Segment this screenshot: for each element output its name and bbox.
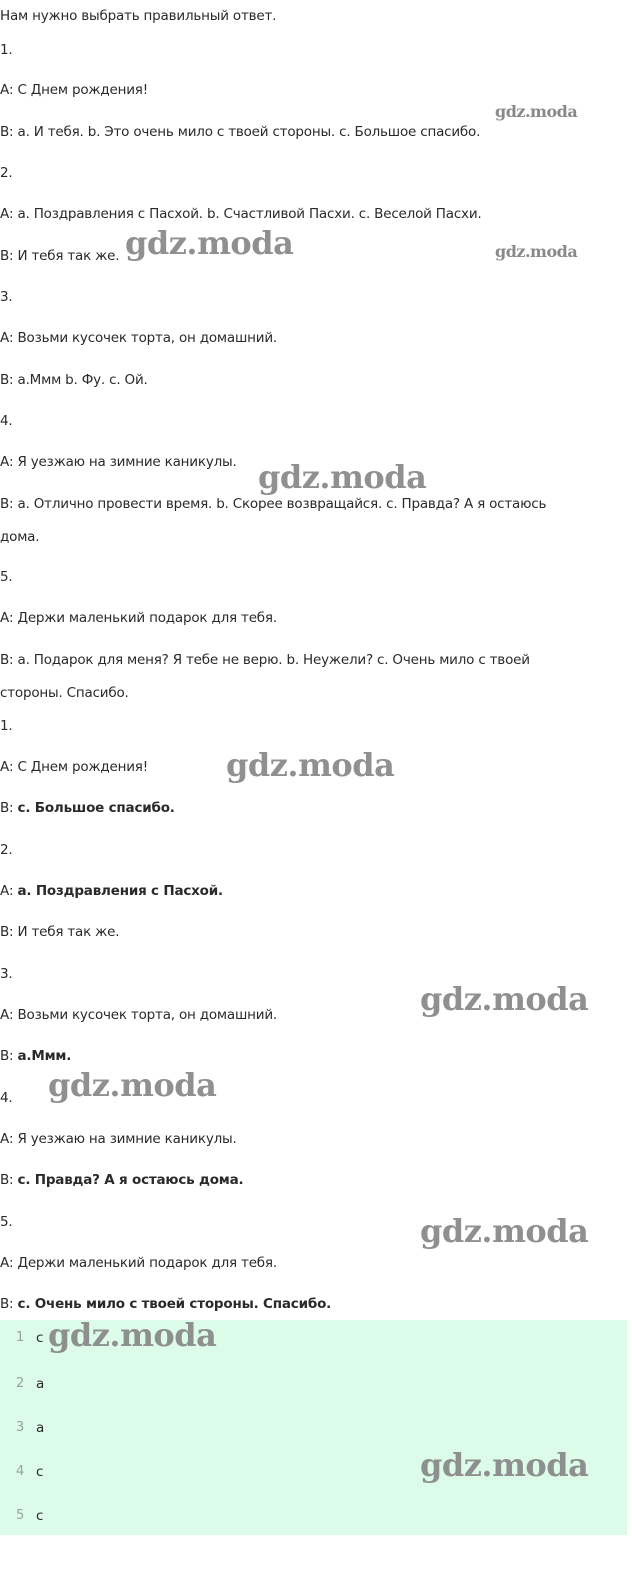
solution-5-number: 5. [0,1214,13,1230]
watermark-logo: gdz.moda [495,102,578,121]
answer-number: 4 [16,1464,25,1479]
solution-4-line-a: А: Я уезжаю на зимние каникулы. [0,1131,237,1147]
solution-4-b-prefix: В: [0,1172,18,1188]
solution-4-line-b [0,1170,243,1190]
solution-2-line-a [0,881,223,901]
question-2-line-a: А: а. Поздравления с Пасхой. b. Счастливой Пасхи. с. Веселой Пасхи. [0,206,482,222]
answer-value: а [36,1420,45,1436]
answer-number: 2 [16,1376,25,1391]
question-3-number: 3. [0,289,13,305]
watermark-logo: gdz.moda [125,224,294,262]
watermark-logo: gdz.moda [226,746,395,784]
question-4-line-b-cont: дома. [0,529,40,545]
solution-4-number: 4. [0,1090,13,1106]
solution-5-b-answer: с. Очень мило с твоей стороны. Спасибо. [17,1296,332,1312]
solution-4-b-answer: с. Правда? А я остаюсь дома. [17,1172,244,1188]
question-4-line-b: В: а. Отлично провести время. b. Скорее возвращайся. с. Правда? А я остаюсь [0,496,547,512]
solution-3-b-prefix: В: [0,1048,18,1064]
question-1-line-a: А: С Днем рождения! [0,82,148,98]
answer-value: с [36,1464,44,1480]
solution-1-b-prefix: В: [0,800,18,816]
solution-1-line-b [0,798,175,818]
solution-3-line-a: А: Возьми кусочек торта, он домашний. [0,1007,277,1023]
question-2-number: 2. [0,165,13,181]
question-4-number: 4. [0,413,13,429]
solution-1-line-a: А: С Днем рождения! [0,759,148,775]
answer-value: с [36,1330,44,1346]
question-1-line-b: В: а. И тебя. b. Это очень мило с твоей стороны. с. Большое спасибо. [0,124,481,140]
watermark-logo: gdz.moda [495,242,578,261]
solution-1-b-answer: с. Большое спасибо. [17,800,175,816]
solution-3-b-answer: а.Ммм. [17,1048,72,1064]
solution-2-number: 2. [0,842,13,858]
question-5-number: 5. [0,569,13,585]
watermark-logo: gdz.moda [420,1212,589,1250]
question-2-line-b: В: И тебя так же. [0,248,120,264]
watermark-logo: gdz.moda [420,1446,589,1484]
answer-value: а [36,1376,45,1392]
watermark-logo: gdz.moda [48,1316,217,1354]
question-5-line-b-cont: стороны. Спасибо. [0,685,129,701]
question-5-line-a: А: Держи маленький подарок для тебя. [0,610,277,626]
answer-number: 5 [16,1508,25,1523]
question-5-line-b: В: а. Подарок для меня? Я тебе не верю. b. Неужели? с. Очень мило с твоей [0,652,530,668]
solution-5-line-a: А: Держи маленький подарок для тебя. [0,1255,277,1271]
solution-5-b-prefix: В: [0,1296,18,1312]
question-4-line-a: А: Я уезжаю на зимние каникулы. [0,454,237,470]
watermark-logo: gdz.moda [420,980,589,1018]
watermark-logo: gdz.moda [48,1066,217,1104]
question-3-line-a: А: Возьми кусочек торта, он домашний. [0,330,277,346]
question-3-line-b: В: а.Ммм b. Фу. с. Ой. [0,372,148,388]
solution-3-number: 3. [0,966,13,982]
solution-3-line-b [0,1046,71,1066]
solution-5-line-b [0,1294,331,1314]
answer-number: 3 [16,1420,25,1435]
answer-number: 1 [16,1330,25,1345]
intro-text: Нам нужно выбрать правильный ответ. [0,8,277,24]
question-1-number: 1. [0,42,13,58]
solution-1-number: 1. [0,718,13,734]
solution-2-a-prefix: А: [0,883,18,899]
answer-value: с [36,1508,44,1524]
solution-2-a-answer: а. Поздравления с Пасхой. [17,883,223,899]
watermark-logo: gdz.moda [258,458,427,496]
solution-2-line-b: В: И тебя так же. [0,924,120,940]
